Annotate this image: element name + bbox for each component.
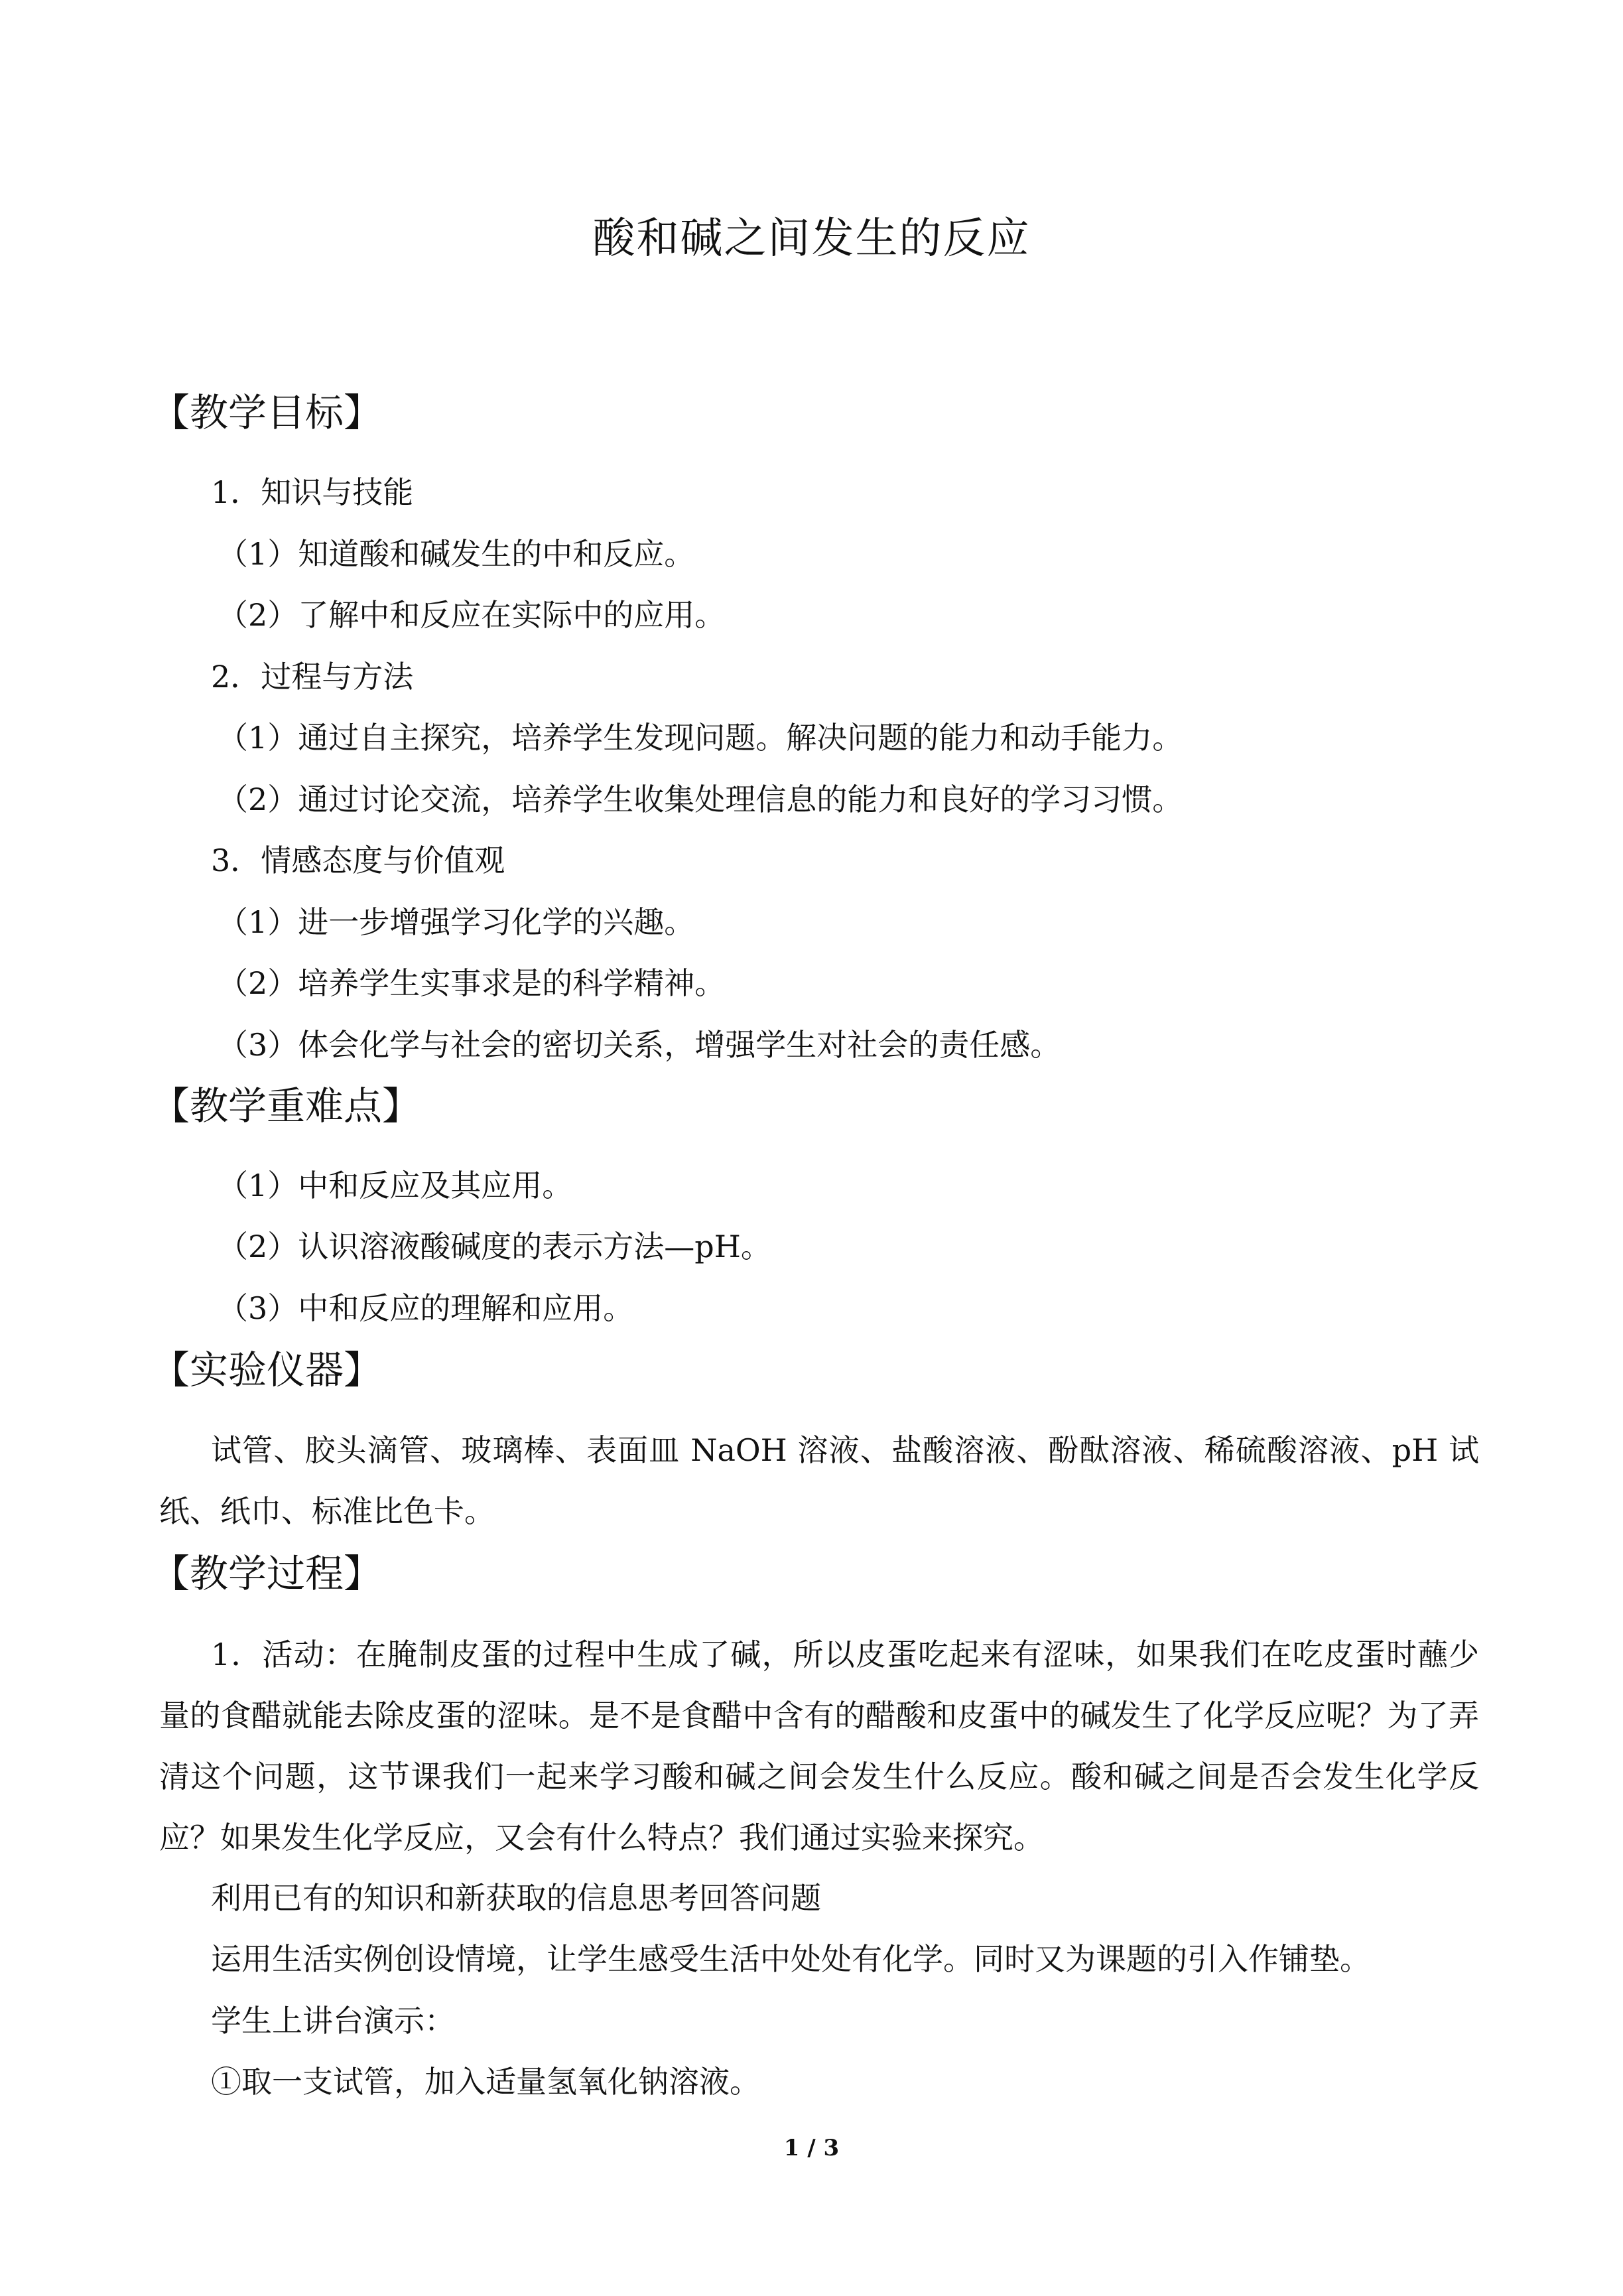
key-points-line: （3）中和反应的理解和应用。 — [218, 1290, 634, 1326]
process-line: 运用生活实例创设情境，让学生感受生活中处处有化学。同时又为课题的引入作铺垫。 — [211, 1941, 1370, 1977]
objectives-line: （1）进一步增强学习化学的兴趣。 — [218, 904, 695, 940]
process-line: 利用已有的知识和新获取的信息思考回答问题 — [211, 1880, 821, 1916]
heading-equipment: 【实验仪器】 — [151, 1347, 383, 1392]
objectives-line: （1）通过自主探究，培养学生发现问题。解决问题的能力和动手能力。 — [218, 720, 1183, 756]
process-line: ①取一支试管，加入适量氢氧化钠溶液。 — [211, 2064, 760, 2100]
objectives-line: 3．情感态度与价值观 — [211, 843, 505, 878]
heading-objectives: 【教学目标】 — [151, 390, 383, 435]
process-paragraph: 1．活动：在腌制皮蛋的过程中生成了碱，所以皮蛋吃起来有涩味，如果我们在吃皮蛋时蘸少量的食醋就能去除皮蛋的涩味。是不是食醋中含有的醋酸和皮蛋中的碱发生了化学反应呢？为了弄清这个问题，这节课我们一起来学习酸和碱之间会发生什么反应。酸和碱之间是否会发生化学反应？如果发生化学反应，又会有什么特点？我们通过实验来探究。 — [159, 1637, 1479, 1856]
equipment-paragraph: 试管、胶头滴管、玻璃棒、表面皿 NaOH 溶液、盐酸溶液、酚酞溶液、稀硫酸溶液、pH 试纸、纸巾、标准比色卡。 — [159, 1432, 1479, 1529]
key-points-line: （1）中和反应及其应用。 — [218, 1168, 573, 1203]
objectives-line: 2．过程与方法 — [211, 659, 414, 695]
objectives-line: （2）了解中和反应在实际中的应用。 — [218, 597, 726, 633]
process-line: 学生上讲台演示： — [211, 2003, 455, 2039]
objectives-line: 1．知识与技能 — [211, 474, 414, 510]
objectives-line: （2）通过讨论交流，培养学生收集处理信息的能力和良好的学习习惯。 — [218, 781, 1183, 817]
document-title: 酸和碱之间发生的反应 — [592, 214, 1031, 263]
objectives-line: （1）知道酸和碱发生的中和反应。 — [218, 536, 695, 572]
heading-process: 【教学过程】 — [151, 1551, 383, 1596]
objectives-line: （2）培养学生实事求是的科学精神。 — [218, 965, 726, 1001]
page-number: 1 / 3 — [783, 2135, 840, 2161]
objectives-line: （3）体会化学与社会的密切关系，增强学生对社会的责任感。 — [218, 1027, 1061, 1063]
key-points-line: （2）认识溶液酸碱度的表示方法—pH。 — [218, 1229, 771, 1264]
heading-key-points: 【教学重难点】 — [151, 1083, 421, 1128]
